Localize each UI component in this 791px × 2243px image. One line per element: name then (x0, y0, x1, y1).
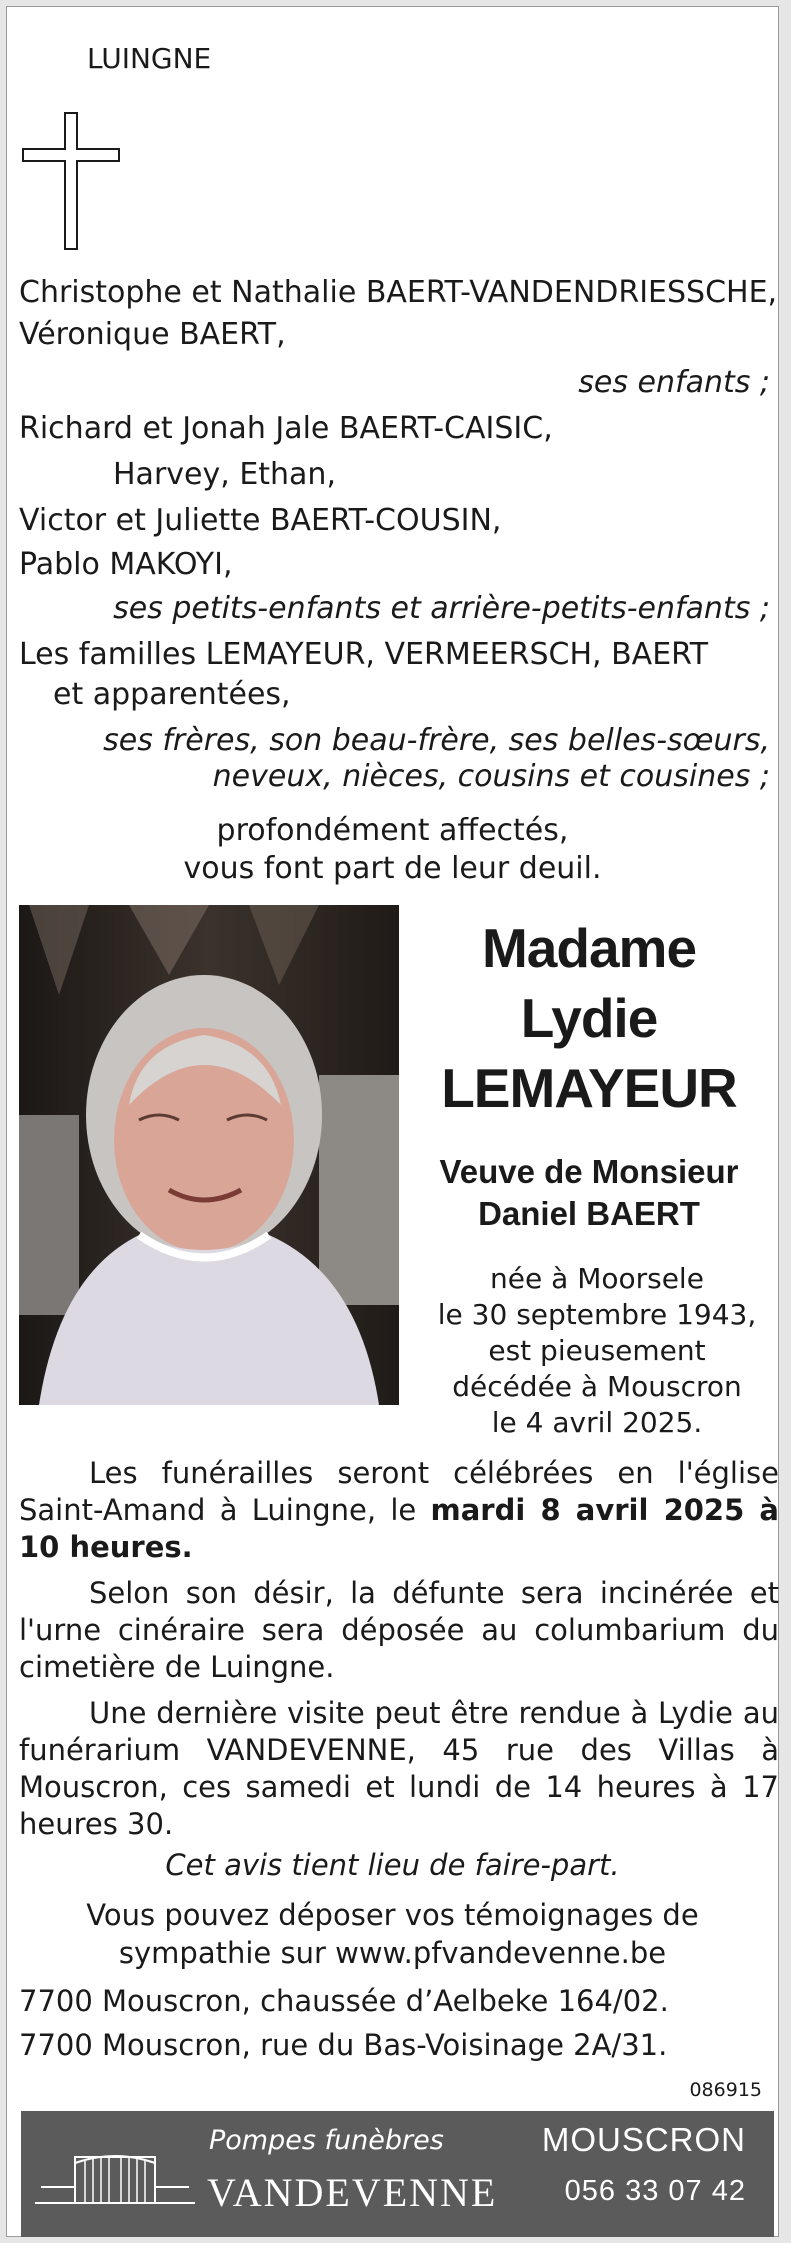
grandchildren-line-1: Richard et Jonah Jale BAERT-CAISIC, (19, 411, 553, 446)
deceased-last-name: LEMAYEUR (441, 1057, 737, 1119)
obituary-card (6, 6, 779, 2237)
address-2: 7700 Mouscron, rue du Bas-Voisinage 2A/31. (19, 2028, 668, 2062)
closing-line-2: vous font part de leur deuil. (183, 851, 602, 886)
families-line-2: et apparentées, (53, 677, 291, 712)
address-1: 7700 Mouscron, chaussée d’Aelbeke 164/02. (19, 1984, 669, 2018)
birth-death-4: décédée à Mouscron (452, 1370, 742, 1403)
footer-phone[interactable]: 056 33 07 42 (564, 2175, 746, 2207)
condolences-line-1: Vous pouvez déposer vos témoignages de (86, 1898, 699, 1932)
birth-death-2: le 30 septembre 1943, (437, 1298, 757, 1331)
footer-brand: VANDEVENNE (207, 2170, 498, 2215)
birth-death-1: née à Moorsele (490, 1262, 704, 1295)
birth-death-3: est pieusement (488, 1334, 706, 1367)
cross-icon (21, 111, 121, 251)
condolences-website[interactable]: sympathie sur www.pfvandevenne.be (118, 1936, 667, 1970)
reference-number: 086915 (689, 2079, 762, 2101)
children-line-1: Christophe et Nathalie BAERT-VANDENDRIESSCHE, (19, 275, 778, 310)
grandchildren-line-3: Victor et Juliette BAERT-COUSIN, (19, 503, 502, 538)
funeral-paragraph (19, 1455, 779, 1566)
notice-line: Cet avis tient lieu de faire-part. (165, 1848, 620, 1882)
children-line-2: Véronique BAERT, (19, 317, 286, 352)
deceased-photo (19, 905, 399, 1405)
closing-line-1: profondément affectés, (216, 813, 569, 848)
families-role-2: neveux, nièces, cousins et cousines ; (212, 759, 770, 794)
families-role-1: ses frères, son beau-frère, ses belles-sœurs, (103, 723, 770, 758)
deceased-title: Madame (481, 917, 697, 979)
footer-tagline: Pompes funèbres (209, 2125, 444, 2156)
funeral-text: Les funérailles seront célébrées en l'église Saint-Amand à Luingne, le (19, 1456, 779, 1527)
cremation-paragraph: Selon son désir, la défunte sera incinérée et l'urne cinéraire sera déposée au columbarium du cimetière de Luingne. (19, 1576, 779, 1684)
children-role: ses enfants ; (578, 365, 770, 400)
grandchildren-role: ses petits-enfants et arrière-petits-enfants ; (113, 591, 770, 626)
grandchildren-line-2: Harvey, Ethan, (113, 457, 336, 492)
footer-city: MOUSCRON (541, 2121, 746, 2158)
deceased-first-name: Lydie (520, 987, 658, 1049)
families-line-1: Les familles LEMAYEUR, VERMEERSCH, BAERT (19, 637, 709, 672)
widow-line-2: Daniel BAERT (478, 1195, 700, 1232)
funeral-date: mardi 8 avril 2025 à 10 heures. (19, 1493, 779, 1564)
gate-logo-icon (35, 2147, 195, 2209)
widow-line-1: Veuve de Monsieur (439, 1153, 739, 1190)
locality-header: LUINGNE (87, 42, 212, 75)
birth-death-5: le 4 avril 2025. (491, 1406, 703, 1439)
grandchildren-line-4: Pablo MAKOYI, (19, 547, 233, 582)
funeral-home-banner (21, 2111, 774, 2237)
visit-paragraph: Une dernière visite peut être rendue à Lydie au funérarium VANDEVENNE, 45 rue des Villas à Mouscron, ces samedi et lundi de 14 heures à 17 heures 30. (19, 1696, 779, 1841)
